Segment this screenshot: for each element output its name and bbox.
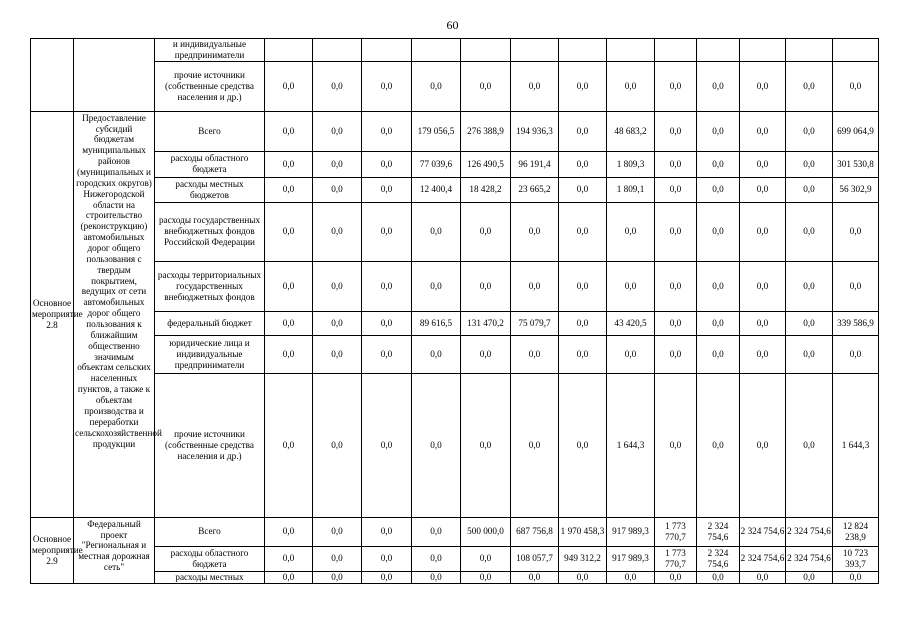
value-cell: 2 324 754,6 <box>740 517 786 546</box>
value-cell: 0,0 <box>655 202 697 261</box>
value-cell: 0,0 <box>313 111 362 151</box>
table-row <box>31 39 879 62</box>
value-cell: 0,0 <box>833 61 879 111</box>
value-cell: 0,0 <box>461 373 511 517</box>
value-cell: 0,0 <box>412 373 461 517</box>
value-cell: 0,0 <box>786 177 833 202</box>
value-cell <box>511 39 559 62</box>
value-cell: 194 936,3 <box>511 111 559 151</box>
value-cell: 0,0 <box>740 111 786 151</box>
value-cell: 0,0 <box>655 261 697 311</box>
value-cell: 10 723 393,7 <box>833 546 879 571</box>
value-cell: 0,0 <box>511 571 559 583</box>
value-cell: 0,0 <box>313 335 362 373</box>
value-cell: 0,0 <box>313 546 362 571</box>
value-cell: 0,0 <box>607 571 655 583</box>
value-cell: 0,0 <box>362 335 412 373</box>
value-cell: 0,0 <box>786 111 833 151</box>
value-cell: 0,0 <box>313 61 362 111</box>
table-row <box>31 151 879 177</box>
value-cell: 0,0 <box>655 61 697 111</box>
value-cell <box>786 39 833 62</box>
value-cell: 0,0 <box>265 151 313 177</box>
value-cell: 0,0 <box>313 311 362 335</box>
value-cell: 0,0 <box>697 177 740 202</box>
value-cell: 0,0 <box>362 177 412 202</box>
table-row <box>31 571 879 583</box>
value-cell: 0,0 <box>607 202 655 261</box>
value-cell: 0,0 <box>740 261 786 311</box>
measure-description-cell: Федеральный проект "Региональная и местная дорожная сеть" <box>74 517 155 583</box>
table-row <box>31 335 879 373</box>
value-cell: 0,0 <box>412 61 461 111</box>
value-cell: 0,0 <box>265 335 313 373</box>
table-row <box>31 261 879 311</box>
value-cell: 0,0 <box>655 111 697 151</box>
value-cell: 0,0 <box>313 202 362 261</box>
value-cell <box>362 39 412 62</box>
table-row <box>31 177 879 202</box>
value-cell: 1 644,3 <box>833 373 879 517</box>
measure-code-cell <box>31 39 74 112</box>
table-row <box>31 517 879 546</box>
value-cell: 0,0 <box>655 373 697 517</box>
value-cell <box>833 39 879 62</box>
value-cell: 0,0 <box>559 151 607 177</box>
value-cell: 1 644,3 <box>607 373 655 517</box>
funding-source-cell: Всего <box>155 517 265 546</box>
value-cell: 949 312,2 <box>559 546 607 571</box>
value-cell <box>265 39 313 62</box>
value-cell <box>461 39 511 62</box>
value-cell: 0,0 <box>786 61 833 111</box>
value-cell: 23 665,2 <box>511 177 559 202</box>
value-cell: 1 773 770,7 <box>655 546 697 571</box>
value-cell <box>313 39 362 62</box>
value-cell: 0,0 <box>786 151 833 177</box>
value-cell: 0,0 <box>511 373 559 517</box>
value-cell: 89 616,5 <box>412 311 461 335</box>
value-cell: 0,0 <box>461 546 511 571</box>
measure-code-cell: Основное мероприятие 2.9 <box>31 517 74 583</box>
value-cell: 0,0 <box>265 373 313 517</box>
value-cell: 56 302,9 <box>833 177 879 202</box>
value-cell <box>655 39 697 62</box>
value-cell <box>412 39 461 62</box>
value-cell: 0,0 <box>697 571 740 583</box>
value-cell: 0,0 <box>697 335 740 373</box>
value-cell <box>697 39 740 62</box>
value-cell: 0,0 <box>740 571 786 583</box>
value-cell: 0,0 <box>697 373 740 517</box>
value-cell: 131 470,2 <box>461 311 511 335</box>
value-cell: 276 388,9 <box>461 111 511 151</box>
value-cell: 179 056,5 <box>412 111 461 151</box>
value-cell: 0,0 <box>786 571 833 583</box>
value-cell: 96 191,4 <box>511 151 559 177</box>
table-row <box>31 373 879 517</box>
value-cell: 75 079,7 <box>511 311 559 335</box>
value-cell: 0,0 <box>362 546 412 571</box>
value-cell: 0,0 <box>559 61 607 111</box>
funding-source-cell: прочие источники (собственные средства населения и др.) <box>155 373 265 517</box>
funding-source-cell: и индивидуальные предприниматели <box>155 39 265 62</box>
value-cell: 0,0 <box>412 261 461 311</box>
value-cell: 0,0 <box>265 177 313 202</box>
value-cell: 339 586,9 <box>833 311 879 335</box>
value-cell: 43 420,5 <box>607 311 655 335</box>
value-cell: 0,0 <box>362 571 412 583</box>
value-cell: 917 989,3 <box>607 517 655 546</box>
value-cell: 0,0 <box>833 261 879 311</box>
funding-source-cell: расходы государственных внебюджетных фондов Российской Федерации <box>155 202 265 261</box>
value-cell: 0,0 <box>559 111 607 151</box>
value-cell: 0,0 <box>412 517 461 546</box>
value-cell: 0,0 <box>697 151 740 177</box>
value-cell: 0,0 <box>362 311 412 335</box>
value-cell: 0,0 <box>559 261 607 311</box>
value-cell: 0,0 <box>362 373 412 517</box>
value-cell: 0,0 <box>655 177 697 202</box>
value-cell: 0,0 <box>740 177 786 202</box>
table-row <box>31 61 879 111</box>
value-cell: 500 000,0 <box>461 517 511 546</box>
financing-table <box>30 38 879 584</box>
value-cell: 0,0 <box>697 61 740 111</box>
value-cell: 0,0 <box>313 373 362 517</box>
value-cell <box>559 39 607 62</box>
value-cell: 301 530,8 <box>833 151 879 177</box>
value-cell: 0,0 <box>740 335 786 373</box>
value-cell: 0,0 <box>655 151 697 177</box>
value-cell: 0,0 <box>559 571 607 583</box>
value-cell <box>607 39 655 62</box>
value-cell: 0,0 <box>833 335 879 373</box>
value-cell: 12 824 238,9 <box>833 517 879 546</box>
funding-source-cell: федеральный бюджет <box>155 311 265 335</box>
funding-source-cell: прочие источники (собственные средства населения и др.) <box>155 61 265 111</box>
value-cell: 0,0 <box>559 202 607 261</box>
value-cell: 0,0 <box>412 571 461 583</box>
value-cell: 0,0 <box>265 311 313 335</box>
value-cell: 0,0 <box>559 373 607 517</box>
funding-source-cell: расходы местных <box>155 571 265 583</box>
value-cell: 0,0 <box>740 61 786 111</box>
value-cell: 0,0 <box>265 61 313 111</box>
value-cell: 0,0 <box>265 202 313 261</box>
value-cell: 2 324 754,6 <box>697 546 740 571</box>
value-cell: 0,0 <box>313 261 362 311</box>
value-cell: 0,0 <box>740 311 786 335</box>
value-cell: 0,0 <box>362 61 412 111</box>
value-cell: 0,0 <box>461 61 511 111</box>
value-cell <box>740 39 786 62</box>
value-cell: 0,0 <box>559 311 607 335</box>
value-cell: 126 490,5 <box>461 151 511 177</box>
value-cell: 0,0 <box>740 373 786 517</box>
value-cell: 0,0 <box>412 546 461 571</box>
value-cell: 0,0 <box>511 61 559 111</box>
value-cell: 0,0 <box>362 202 412 261</box>
value-cell: 0,0 <box>265 261 313 311</box>
value-cell: 0,0 <box>655 311 697 335</box>
value-cell: 0,0 <box>697 202 740 261</box>
value-cell: 0,0 <box>511 335 559 373</box>
value-cell: 0,0 <box>313 571 362 583</box>
value-cell: 0,0 <box>265 111 313 151</box>
value-cell: 0,0 <box>461 261 511 311</box>
value-cell: 0,0 <box>607 261 655 311</box>
value-cell: 0,0 <box>786 335 833 373</box>
funding-source-cell: расходы областного бюджета <box>155 546 265 571</box>
table-row <box>31 111 879 151</box>
measure-description-cell <box>74 39 155 112</box>
value-cell: 0,0 <box>265 571 313 583</box>
value-cell: 0,0 <box>833 571 879 583</box>
value-cell: 0,0 <box>786 202 833 261</box>
value-cell: 0,0 <box>786 311 833 335</box>
value-cell: 2 324 754,6 <box>697 517 740 546</box>
value-cell: 0,0 <box>412 202 461 261</box>
value-cell: 0,0 <box>697 311 740 335</box>
page-number: 60 <box>446 18 459 32</box>
value-cell: 0,0 <box>362 261 412 311</box>
value-cell: 0,0 <box>362 151 412 177</box>
value-cell: 0,0 <box>697 111 740 151</box>
funding-source-cell: расходы местных бюджетов <box>155 177 265 202</box>
value-cell: 2 324 754,6 <box>740 546 786 571</box>
value-cell: 0,0 <box>655 335 697 373</box>
funding-source-cell: юридические лица и индивидуальные предприниматели <box>155 335 265 373</box>
value-cell: 0,0 <box>461 571 511 583</box>
measure-description-cell: Предоставление субсидий бюджетам муниципальных районов (муниципальных и городских округов) Нижегородской области на строительство (реконструкцию) автомобильных дорог общего пользования с твердым покрытием, ведущих от сети автомобильных дорог общего пользования к ближайшим общественно значимым объектам сельских населенных пунктов, а также к объектам производства и переработки сельскохозяйственной продукции <box>74 111 155 517</box>
value-cell: 699 064,9 <box>833 111 879 151</box>
value-cell: 0,0 <box>511 261 559 311</box>
value-cell: 0,0 <box>607 335 655 373</box>
table-row <box>31 546 879 571</box>
value-cell: 1 809,3 <box>607 151 655 177</box>
value-cell: 0,0 <box>313 177 362 202</box>
value-cell: 0,0 <box>461 335 511 373</box>
value-cell: 0,0 <box>265 546 313 571</box>
value-cell: 1 773 770,7 <box>655 517 697 546</box>
value-cell: 0,0 <box>362 517 412 546</box>
value-cell: 0,0 <box>655 571 697 583</box>
table-row <box>31 311 879 335</box>
value-cell: 2 324 754,6 <box>786 517 833 546</box>
table-row <box>31 202 879 261</box>
value-cell: 2 324 754,6 <box>786 546 833 571</box>
value-cell: 1 809,1 <box>607 177 655 202</box>
value-cell: 687 756,8 <box>511 517 559 546</box>
value-cell: 0,0 <box>265 517 313 546</box>
value-cell: 0,0 <box>559 335 607 373</box>
value-cell: 12 400,4 <box>412 177 461 202</box>
value-cell: 0,0 <box>607 61 655 111</box>
value-cell: 0,0 <box>786 373 833 517</box>
value-cell: 0,0 <box>559 177 607 202</box>
value-cell: 1 970 458,3 <box>559 517 607 546</box>
value-cell: 0,0 <box>697 261 740 311</box>
measure-code-cell: Основное мероприятие 2.8 <box>31 111 74 517</box>
value-cell: 0,0 <box>412 335 461 373</box>
value-cell: 0,0 <box>461 202 511 261</box>
value-cell: 0,0 <box>786 261 833 311</box>
value-cell: 48 683,2 <box>607 111 655 151</box>
value-cell: 18 428,2 <box>461 177 511 202</box>
value-cell: 77 039,6 <box>412 151 461 177</box>
value-cell: 0,0 <box>511 202 559 261</box>
funding-source-cell: расходы областного бюджета <box>155 151 265 177</box>
value-cell: 0,0 <box>833 202 879 261</box>
value-cell: 0,0 <box>740 151 786 177</box>
value-cell: 0,0 <box>740 202 786 261</box>
value-cell: 108 057,7 <box>511 546 559 571</box>
value-cell: 0,0 <box>313 151 362 177</box>
funding-source-cell: Всего <box>155 111 265 151</box>
funding-source-cell: расходы территориальных государственных внебюджетных фондов <box>155 261 265 311</box>
value-cell: 0,0 <box>362 111 412 151</box>
value-cell: 0,0 <box>313 517 362 546</box>
value-cell: 917 989,3 <box>607 546 655 571</box>
